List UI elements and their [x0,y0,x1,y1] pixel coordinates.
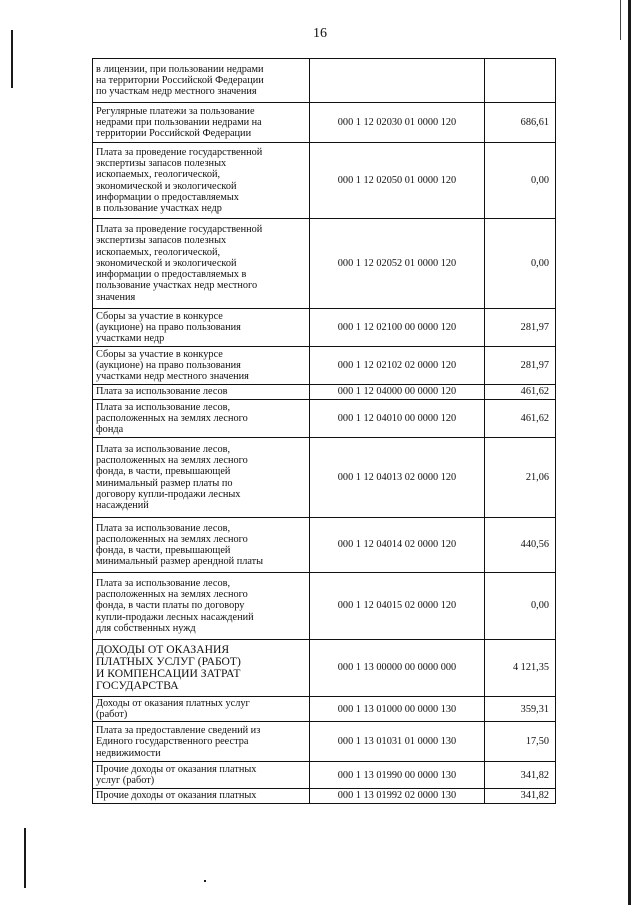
budget-code-cell: 000 1 13 00000 00 0000 000 [310,640,485,697]
budget-code-cell: 000 1 12 02050 01 0000 120 [310,143,485,219]
revenue-name-line: ископаемых, геологической, [96,246,221,258]
table-row [93,640,556,697]
revenue-name-line: недвижимости [96,747,161,759]
amount-cell: 281,97 [485,309,556,347]
amount-cell: 440,56 [485,518,556,573]
budget-code-cell: 000 1 12 02030 01 0000 120 [310,103,485,143]
revenue-name-line: Доходы от оказания платных услуг [96,698,250,709]
revenue-name-line: пользование участках недр местного [96,280,258,292]
revenue-name-line: минимальный размер арендной платы [96,556,264,568]
amount-cell: 341,82 [485,789,556,803]
revenue-name-line: информации о предоставляемых в [96,269,247,281]
revenue-name-cell [93,400,310,438]
budget-code-cell: 000 1 12 04015 02 0000 120 [310,573,485,640]
revenue-name-line: Прочие доходы от оказания платных [96,790,257,802]
amount-cell [485,59,556,103]
revenue-name-cell [93,143,310,219]
amount-cell: 0,00 [485,573,556,640]
revenue-name-line: договору купли-продажи лесных [96,488,241,500]
amount-cell: 341,82 [485,762,556,789]
budget-code-cell: 000 1 12 02052 01 0000 120 [310,219,485,309]
table-row [93,219,556,309]
revenue-name-cell [93,640,310,697]
revenue-name-line: (аукционе) на право пользования [96,359,241,371]
revenue-name-line: в лицензии, при пользовании недрами [96,63,264,75]
table-row [93,722,556,762]
revenue-name-line: экспертизы запасов полезных [96,158,227,170]
revenue-name-line: Плата за использование лесов, [96,401,231,413]
revenue-name-line: минимальный размер платы по [96,477,233,489]
revenue-name-line: Плата за использование лесов, [96,522,231,534]
revenue-name-line: участками недр [96,333,165,345]
revenue-name-line: купли-продажи лесных насаждений [96,611,254,623]
table-row [93,59,556,103]
revenue-name-line: Плата за предоставление сведений из [96,725,261,737]
revenue-name-line: (аукционе) на право пользования [96,321,241,333]
scan-edge-mark-left [11,30,13,88]
scan-edge-mark-right [628,0,631,905]
budget-code-cell: 000 1 13 01992 02 0000 130 [310,789,485,803]
revenue-name-cell [93,385,310,400]
budget-code-cell: 000 1 12 02102 02 0000 120 [310,347,485,385]
revenue-name-cell [93,697,310,722]
revenue-name-line: экономической и экологической [96,257,237,269]
revenue-name-line: по участкам недр местного значения [96,86,257,98]
amount-cell: 0,00 [485,143,556,219]
scan-edge-mark-left-bottom [24,828,26,888]
budget-code-cell [310,59,485,103]
revenue-name-line: значения [96,291,136,303]
revenue-name-line: (работ) [96,709,128,721]
budget-code-cell: 000 1 13 01990 00 0000 130 [310,762,485,789]
revenue-name-line: Плата за использование лесов, [96,443,231,455]
revenue-name-line: территории Российской Федерации [96,128,252,140]
revenue-name-cell [93,103,310,143]
revenue-name-line: экспертизы запасов полезных [96,235,227,247]
amount-cell: 4 121,35 [485,640,556,697]
revenue-name-line: И КОМПЕНСАЦИИ ЗАТРАТ [96,667,241,680]
revenue-name-line: Сборы за участие в конкурсе [96,310,223,322]
budget-code-cell: 000 1 12 04014 02 0000 120 [310,518,485,573]
revenue-name-cell [93,219,310,309]
revenue-name-cell [93,722,310,762]
revenue-name-line: на территории Российской Федерации [96,74,264,86]
scan-edge-mark-right-top [620,0,621,40]
revenue-name-line: фонда, в части, превышающей [96,545,231,556]
revenue-name-line: Прочие доходы от оказания платных [96,764,257,776]
revenue-name-line: ДОХОДЫ ОТ ОКАЗАНИЯ [96,642,230,656]
table-row [93,518,556,573]
revenue-name-cell [93,789,310,803]
revenue-name-line: Сборы за участие в конкурсе [96,348,223,360]
revenue-name-line: фонда [96,424,124,436]
table-row [93,309,556,347]
table-row [93,103,556,143]
revenue-name-cell [93,309,310,347]
revenue-table-body [93,59,556,804]
revenue-name-line: ПЛАТНЫХ УСЛУГ (РАБОТ) [96,654,241,668]
revenue-name-line: расположенных на землях лесного [96,589,248,601]
scan-speck [204,880,206,882]
revenue-name-cell [93,518,310,573]
revenue-name-line: фонда, в части платы по договору [96,600,245,612]
budget-code-cell: 000 1 12 04013 02 0000 120 [310,438,485,518]
table-row [93,143,556,219]
revenue-name-line: экономической и экологической [96,180,237,192]
amount-cell: 0,00 [485,219,556,309]
table-row [93,438,556,518]
budget-code-cell: 000 1 13 01031 01 0000 130 [310,722,485,762]
revenue-name-line: фонда, в части, превышающей [96,466,231,478]
table-row [93,697,556,722]
table-row [93,573,556,640]
revenue-name-line: расположенных на землях лесного [96,455,248,467]
budget-code-cell: 000 1 12 04000 00 0000 120 [310,385,485,400]
amount-cell: 281,97 [485,347,556,385]
revenue-name-line: насаждений [96,499,149,511]
amount-cell: 461,62 [485,400,556,438]
revenue-name-line: информации о предоставляемых [96,191,239,203]
revenue-name-line: недрами при пользовании недрами на [96,116,262,128]
revenue-name-cell [93,573,310,640]
revenue-name-line: участками недр местного значения [96,371,249,383]
revenue-table [92,58,556,804]
page-number: 16 [313,26,327,41]
table-row [93,385,556,400]
revenue-name-cell [93,762,310,789]
revenue-name-line: для собственных нужд [96,622,196,634]
table-row [93,762,556,789]
revenue-name-line: услуг (работ) [96,775,155,787]
revenue-name-line: Плата за проведение государственной [96,224,263,236]
revenue-name-line: расположенных на землях лесного [96,533,248,545]
budget-code-cell: 000 1 12 04010 00 0000 120 [310,400,485,438]
revenue-name-cell [93,438,310,518]
table-row [93,789,556,803]
revenue-name-line: ГОСУДАРСТВА [96,679,179,693]
revenue-name-cell [93,59,310,103]
revenue-name-cell [93,347,310,385]
budget-code-cell: 000 1 12 02100 00 0000 120 [310,309,485,347]
revenue-name-line: Плата за использование лесов, [96,577,231,589]
table-row [93,347,556,385]
revenue-name-line: Единого государственного реестра [96,736,249,748]
amount-cell: 17,50 [485,722,556,762]
revenue-name-line: Плата за использование лесов [96,386,228,398]
revenue-name-line: расположенных на землях лесного [96,412,248,424]
amount-cell: 21,06 [485,438,556,518]
revenue-name-line: Плата за проведение государственной [96,146,263,158]
revenue-name-line: в пользование участках недр [96,202,222,214]
budget-code-cell: 000 1 13 01000 00 0000 130 [310,697,485,722]
amount-cell: 686,61 [485,103,556,143]
table-row [93,400,556,438]
amount-cell: 359,31 [485,697,556,722]
revenue-name-line: Регулярные платежи за пользование [96,105,255,117]
amount-cell: 461,62 [485,385,556,400]
revenue-name-line: ископаемых, геологической, [96,169,221,181]
